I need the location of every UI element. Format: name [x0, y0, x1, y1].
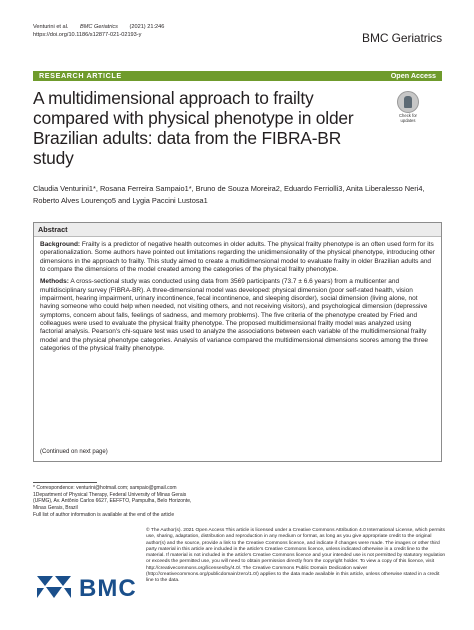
- citation-text: Venturini et al. BMC Geriatrics: [33, 24, 118, 30]
- journal-name: BMC Geriatrics: [362, 31, 442, 45]
- check-updates-badge[interactable]: [394, 91, 422, 125]
- author-list: Claudia Venturini1*, Rosana Ferreira Sampaio1*, Bruno de Souza Moreira2, Eduardo Ferriolli3, Anita Liberalesso Neri4, Roberto Alves Lourenço5 and Lygia Paccini Lustosa1: [33, 184, 425, 205]
- correspondence-block: [33, 482, 203, 519]
- bmc-logo: [33, 572, 148, 602]
- check-updates-label: Check for updates: [399, 113, 417, 123]
- affiliation: 1Department of Physical Therapy, Federal University of Minas Gerais (UFMG), Av. Antônio Carlos 6627, EEFFTO, Pampulha, Belo Horizonte, Minas Gerais, Brazil: [33, 491, 192, 512]
- article-banner: [33, 71, 442, 81]
- check-updates-icon: [397, 91, 419, 113]
- year-volume: (2021) 21:246: [129, 24, 165, 30]
- abstract-heading: Abstract: [34, 223, 441, 237]
- footnote-divider: [33, 482, 97, 483]
- abstract-box: [33, 222, 442, 462]
- license-body: © The Author(s). 2021 Open Access This article is licensed under a Creative Commons Attribution 4.0 International License, which permits use, sharing, adaptation, distribution and reproduction in any medium or format, as long as you give appropriate credit to the original author(s) and the source, provide a link to the Creative Commons licence, and indicate if changes were made. The images or other third party material in this article are included in the article's Creative Commons licence, unless indicated otherwise in a credit line to the material. If material is not included in the article's Creative Commons licence and your intended use is not permitted by statutory regulation or exceeds the permitted use, you will need to obtain permission directly from the copyright holder. To view a copy of this licence, visit http://creativecommons.org/licenses/by/4.0/. The Creative Commons Public Domain Dedication waiver (http://creativecommons.org/publicdomain/zero/1.0/) applies to the data made available in this article, unless otherwise stated in a credit line to the data.: [146, 528, 446, 584]
- continued-note: (Continued on next page): [40, 449, 108, 455]
- doi-link[interactable]: https://doi.org/10.1186/s12877-021-02193-y: [33, 31, 142, 38]
- author-info-note: Full list of author information is available at the end of the article: [33, 511, 175, 518]
- background-text: Frailty is a predictor of negative health outcomes in older adults. The physical frailty phenotype is an often used form for its operationalization. Some authors have pointed out limitations regarding the unidimensionality of the physical phenotype, introducing other dimensions in the approach to frailty. This study aimed to create a multidimensional model to evaluate frailty in older Brazilian adults and to compare the dimensions of the model created among the categories of the physical frailty phenotype.: [40, 241, 435, 274]
- bmc-logo-text: BMC: [79, 575, 137, 602]
- citation-header: [33, 24, 174, 39]
- article-type: RESEARCH ARTICLE: [39, 71, 122, 80]
- methods-label: Methods:: [40, 278, 69, 286]
- abstract-body: [34, 237, 441, 353]
- open-access-label: Open Access: [390, 71, 436, 80]
- correspondence-emails: * Correspondence: venturini@hotmail.com; sampaio@gmail.com: [33, 485, 177, 491]
- license-text: [146, 528, 446, 585]
- background-label: Background:: [40, 241, 81, 248]
- article-title: A multidimensional approach to frailty compared with physical phenotype in older Brazilian adults: data from the FIBRA-BR study: [33, 88, 354, 168]
- methods-text: A cross-sectional study was conducted using data from 3569 participants (73.7 ± 6.6 years) from a multicenter and multidisciplinary survey (FIBRA-BR). A three-dimensional model was developed: physical dimension (poor self-rated health, vision impairment, hearing impairment, urinary incontinence, fecal incontinence, and sleeping disorder), social dimension (living alone, not having someone who could help when needed, not visiting others, and not receiving visitors), and psychological dimension (depressive symptoms, concern about falls, feelings of sadness, and memory problems). The five criteria of the phenotype created by Fried and colleagues were used to evaluate the physical frailty phenotype. The proposed multidimensional frailty model was analyzed using factorial analysis. Pearson's chi-square test was used to analyze the associations between each variable of the multidimensional frailty model and the physical phenotype categories. Analysis of variance compared the multidimensional dimensions scores among the three categories of the physical frailty phenotype.: [40, 278, 429, 353]
- background-paragraph: [40, 241, 435, 274]
- methods-paragraph: [40, 278, 435, 353]
- bmc-logo-mark-icon: [33, 572, 75, 602]
